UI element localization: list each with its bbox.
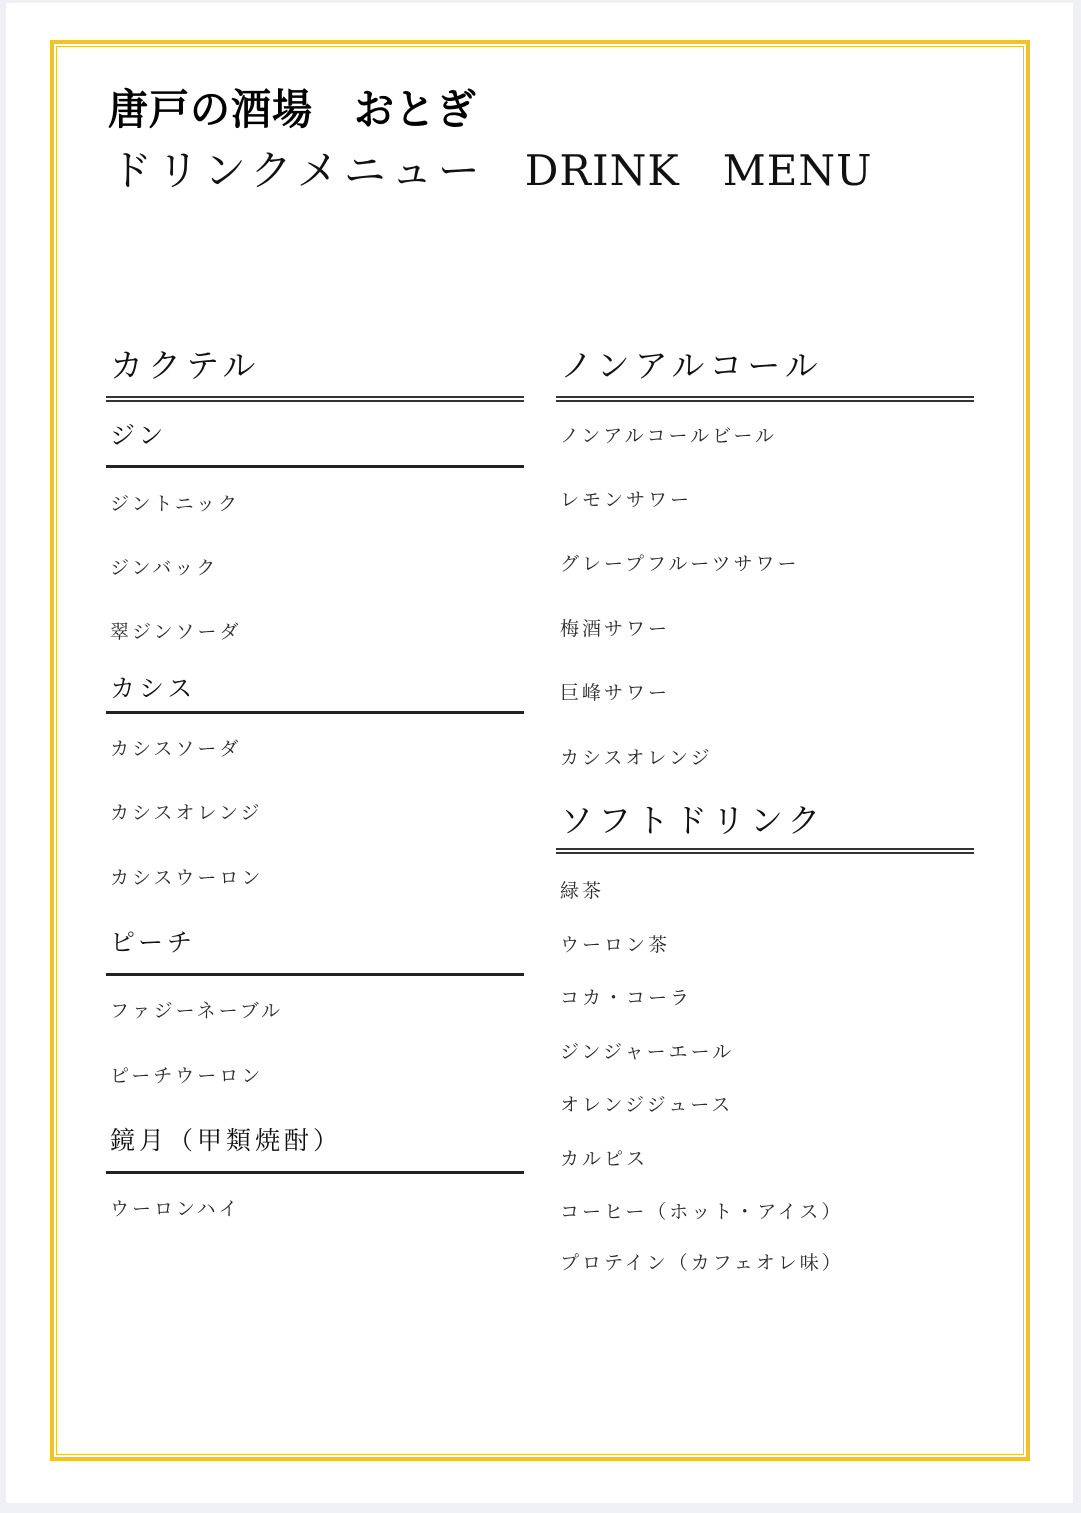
category-nonalcohol-rule xyxy=(556,396,974,402)
menu-item: カシスソーダ xyxy=(110,738,242,760)
menu-item: カルピス xyxy=(560,1148,649,1170)
category-nonalcohol: ノンアルコール xyxy=(560,346,823,385)
menu-title-en: DRINK MENU xyxy=(524,146,873,195)
menu-item: 梅酒サワー xyxy=(560,618,671,640)
subcategory-cassis: カシス xyxy=(110,674,197,703)
menu-item: コカ・コーラ xyxy=(560,987,693,1009)
menu-item: 巨峰サワー xyxy=(560,682,671,704)
menu-title-jp: ドリンクメニュー xyxy=(110,146,485,195)
subcategory-kagetsu-rule xyxy=(106,1171,524,1174)
category-cocktail: カクテル xyxy=(110,346,261,385)
menu-item: ウーロン茶 xyxy=(560,934,671,956)
menu-item: ファジーネーブル xyxy=(110,1000,283,1022)
menu-item: ジンバック xyxy=(110,557,219,579)
menu-title xyxy=(110,138,873,198)
category-cocktail-rule xyxy=(106,396,524,402)
menu-item: プロテイン（カフェオレ味） xyxy=(560,1252,844,1274)
menu-item: 緑茶 xyxy=(560,880,605,902)
menu-item: コーヒー（ホット・アイス） xyxy=(560,1201,844,1223)
menu-item: ウーロンハイ xyxy=(110,1198,241,1220)
menu-item: ピーチウーロン xyxy=(110,1065,264,1087)
menu-item: オレンジジュース xyxy=(560,1094,734,1116)
menu-item: グレープフルーツサワー xyxy=(560,553,800,575)
subcategory-kagetsu: 鏡月（甲類焼酎） xyxy=(110,1126,343,1155)
subcategory-gin: ジン xyxy=(110,421,168,450)
category-softdrink-rule xyxy=(556,848,974,854)
menu-item: カシスオレンジ xyxy=(560,747,713,769)
menu-item: ジントニック xyxy=(110,493,241,515)
menu-item: 翠ジンソーダ xyxy=(110,621,242,643)
menu-item: カシスオレンジ xyxy=(110,802,263,824)
menu-item: カシスウーロン xyxy=(110,867,264,889)
subcategory-cassis-rule xyxy=(106,711,524,714)
category-softdrink: ソフトドリンク xyxy=(560,801,826,840)
subcategory-peach: ピーチ xyxy=(110,928,197,957)
menu-item: ジンジャーエール xyxy=(560,1041,735,1063)
shop-name: 唐戸の酒場 おとぎ xyxy=(108,86,477,135)
subcategory-peach-rule xyxy=(106,973,524,976)
menu-item: ノンアルコールビール xyxy=(560,425,777,447)
menu-item: レモンサワー xyxy=(560,489,693,511)
subcategory-gin-rule xyxy=(106,465,524,468)
